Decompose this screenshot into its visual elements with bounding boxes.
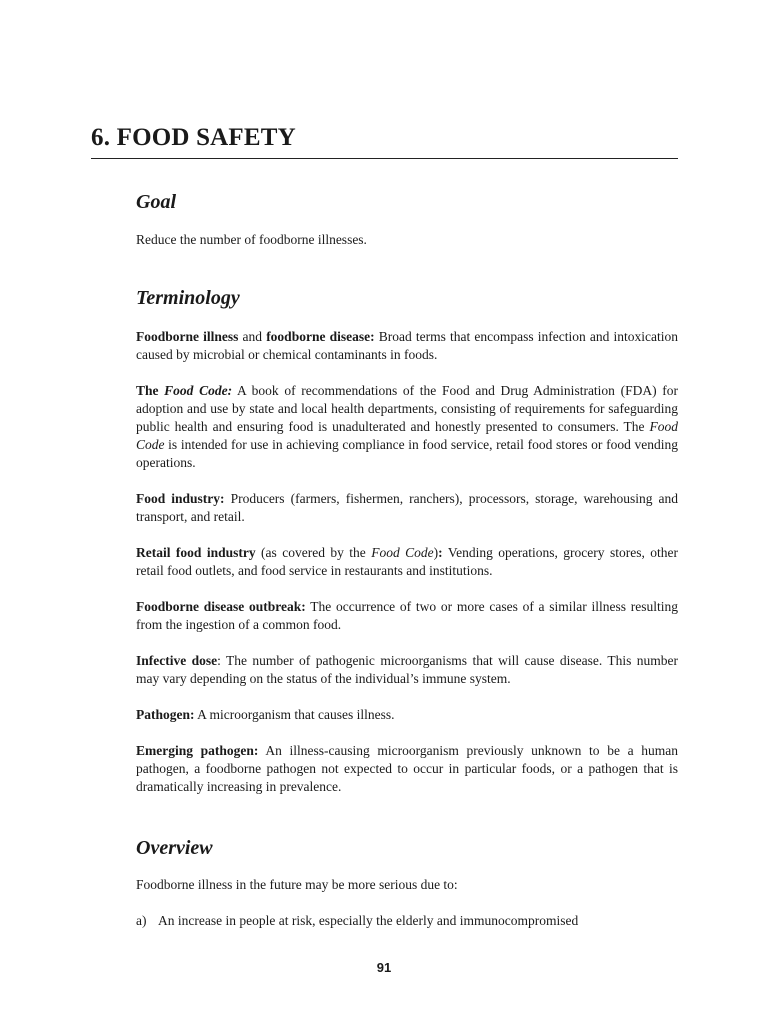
term-food-code [136, 382, 678, 472]
term-food-industry [136, 490, 678, 526]
term-infective-dose [136, 652, 678, 688]
term-emerging-pathogen [136, 742, 678, 796]
term-label: Food Code: [164, 383, 233, 398]
term-definition-title: Food Code [136, 419, 678, 452]
goal-text: Reduce the number of foodborne illnesses. [136, 232, 367, 247]
chapter-title-rule [91, 158, 678, 159]
term-definition: A book of recommendations of the Food and Drug Administration (FDA) for adoption and use by state and local health departments, consisting of requirements for safeguarding public health and ensuring food is unadulterated and honestly presented to consumers. The [136, 383, 678, 434]
chapter-title: 6. FOOD SAFETY [91, 124, 296, 151]
term-label: Infective dose [136, 653, 218, 668]
term-label: Retail food industry [136, 545, 256, 560]
list-item [136, 912, 678, 930]
overview-heading: Overview [136, 837, 213, 859]
term-definition: is intended for use in achieving compliance in food service, retail food stores or food vending operations. [136, 437, 678, 470]
term-label: Pathogen: [136, 707, 195, 722]
term-definition: A microorganism that causes illness. [194, 707, 395, 722]
term-label: foodborne disease: [266, 329, 375, 344]
term-label: Food industry: [136, 491, 225, 506]
list-marker: a) [136, 913, 147, 928]
term-qualifier: ) [433, 545, 439, 560]
term-colon: : [438, 545, 443, 560]
term-definition: The occurrence of two or more cases of a similar illness resulting from the ingestion of a common food. [136, 599, 679, 632]
overview-intro: Foodborne illness in the future may be more serious due to: [136, 877, 458, 892]
term-definition: Producers (farmers, fishermen, ranchers), processors, storage, warehousing and transport, and retail. [136, 491, 678, 524]
term-label: Foodborne illness [136, 329, 239, 344]
term-pathogen [136, 706, 678, 724]
term-definition: Broad terms that encompass infection and intoxication caused by microbial or chemical contaminants in foods. [136, 329, 678, 362]
list-item-text: An increase in people at risk, especially the elderly and immunocompromised [158, 913, 579, 928]
term-label: The [136, 383, 165, 398]
term-retail-food-industry [136, 544, 678, 580]
term-foodborne-disease-outbreak [136, 598, 678, 634]
term-definition: An illness-causing microorganism previously unknown to be a human pathogen, a foodborne pathogen not expected to occur in particular foods, or a pathogen that is dramatically increasing in prevalence. [136, 743, 678, 794]
term-label: Foodborne disease outbreak: [136, 599, 306, 614]
term-definition: Vending operations, grocery stores, other retail food outlets, and food service in restaurants and institutions. [136, 545, 678, 578]
term-connector: and [238, 329, 267, 344]
term-label: Emerging pathogen: [136, 743, 259, 758]
term-definition: : The number of pathogenic microorganisms that will cause disease. This number may vary depending on the status of the individual’s immune system. [136, 653, 679, 686]
page-body [136, 188, 678, 930]
term-qualifier: (as covered by the [255, 545, 372, 560]
term-qualifier-title: Food Code [371, 545, 434, 560]
goal-heading: Goal [136, 191, 176, 213]
page-number: 91 [376, 960, 392, 975]
terminology-heading: Terminology [136, 287, 240, 309]
term-foodborne-illness [136, 328, 678, 364]
